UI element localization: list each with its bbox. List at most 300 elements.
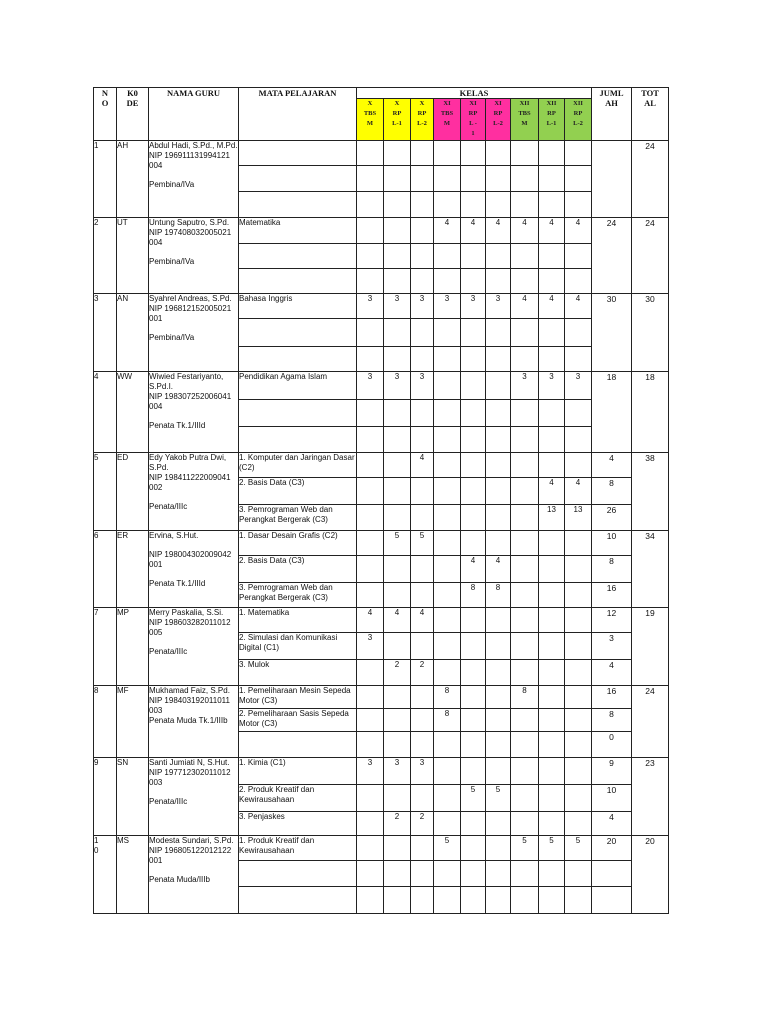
cell-teacher [149,531,239,608]
teacher-line: NIP 197712302011012 003 [149,768,231,787]
cell-hours-class-9 [565,192,592,218]
cell-hours-class-9 [565,269,592,294]
cell-hours-class-3 [411,556,434,583]
cell-subject [239,861,357,887]
cell-hours-class-3: 3 [411,294,434,319]
cell-hours-class-2 [384,244,411,269]
cell-no: 2 [94,218,117,294]
cell-hours-class-4: 8 [434,709,461,732]
cell-jumlah: 26 [592,505,632,531]
cell-no: 6 [94,531,117,608]
teacher-line: NIP 197408032005021 004 [149,228,232,247]
cell-subject [239,141,357,166]
cell-hours-class-8 [539,192,565,218]
cell-hours-class-7 [511,453,539,478]
cell-hours-class-2 [384,478,411,505]
cell-subject [239,244,357,269]
teacher-line-gap [149,493,238,502]
cell-hours-class-3 [411,166,434,192]
cell-hours-class-4 [434,427,461,453]
cell-hours-class-9 [565,556,592,583]
cell-subject: 1. Matematika [239,608,357,633]
cell-hours-class-4 [434,861,461,887]
header-no: N O [94,88,117,141]
cell-hours-class-5 [461,887,486,914]
header-row-1 [94,88,669,99]
cell-hours-class-1 [357,400,384,427]
cell-hours-class-8 [539,141,565,166]
cell-hours-class-2 [384,192,411,218]
table-body [94,141,669,914]
cell-subject [239,192,357,218]
cell-subject [239,269,357,294]
cell-hours-class-4 [434,141,461,166]
cell-hours-class-6 [486,319,511,347]
cell-hours-class-5: 4 [461,218,486,244]
cell-jumlah: 8 [592,556,632,583]
cell-hours-class-8 [539,887,565,914]
header-class-2: X RP L-1 [384,99,411,141]
cell-hours-class-1 [357,836,384,861]
cell-hours-class-1 [357,478,384,505]
cell-hours-class-3: 4 [411,453,434,478]
cell-hours-class-8: 4 [539,478,565,505]
cell-hours-class-8: 5 [539,836,565,861]
cell-hours-class-5 [461,732,486,758]
table-row [94,686,669,709]
teacher-line-gap [149,324,238,333]
cell-subject: 3. Mulok [239,660,357,686]
cell-subject [239,166,357,192]
cell-hours-class-5 [461,686,486,709]
cell-hours-class-9 [565,686,592,709]
teacher-line: Abdul Hadi, S.Pd., M.Pd. [149,141,238,150]
cell-total: 23 [632,758,669,836]
cell-hours-class-9 [565,141,592,166]
cell-subject: 2. Simulasi dan Komunikasi Digital (C1) [239,633,357,660]
cell-hours-class-1 [357,192,384,218]
cell-hours-class-8 [539,244,565,269]
cell-hours-class-8 [539,531,565,556]
cell-hours-class-7 [511,269,539,294]
cell-hours-class-5 [461,269,486,294]
cell-total: 38 [632,453,669,531]
teacher-line: Ervina, S.Hut. [149,531,199,540]
cell-hours-class-2: 3 [384,372,411,400]
cell-hours-class-8 [539,812,565,836]
table-header [94,88,669,141]
cell-hours-class-6 [486,758,511,785]
cell-hours-class-4 [434,556,461,583]
cell-hours-class-1 [357,505,384,531]
cell-hours-class-8: 13 [539,505,565,531]
cell-hours-class-4 [434,758,461,785]
cell-hours-class-7 [511,709,539,732]
teacher-line: NIP 198004302009042 001 [149,550,232,569]
cell-hours-class-6 [486,633,511,660]
cell-hours-class-3: 3 [411,372,434,400]
cell-teacher [149,453,239,531]
cell-hours-class-3 [411,478,434,505]
cell-jumlah: 9 [592,758,632,785]
cell-hours-class-1: 3 [357,294,384,319]
cell-subject: 1. Kimia (C1) [239,758,357,785]
cell-hours-class-9 [565,660,592,686]
teacher-line: Edy Yakob Putra Dwi, S.Pd. [149,453,227,472]
cell-hours-class-1 [357,861,384,887]
cell-jumlah [592,861,632,887]
cell-hours-class-7 [511,633,539,660]
cell-subject: 1. Komputer dan Jaringan Dasar (C2) [239,453,357,478]
cell-hours-class-2 [384,887,411,914]
cell-jumlah: 16 [592,686,632,709]
cell-hours-class-1 [357,686,384,709]
cell-hours-class-6 [486,732,511,758]
cell-hours-class-2: 4 [384,608,411,633]
cell-hours-class-9 [565,608,592,633]
cell-hours-class-3 [411,633,434,660]
cell-hours-class-2 [384,347,411,372]
cell-hours-class-4 [434,166,461,192]
cell-hours-class-7 [511,556,539,583]
cell-hours-class-7 [511,319,539,347]
cell-hours-class-5 [461,478,486,505]
cell-hours-class-7 [511,347,539,372]
cell-hours-class-2 [384,166,411,192]
cell-no: 1 0 [94,836,117,914]
cell-subject: 3. Pemrograman Web dan Perangkat Bergerak (C3) [239,505,357,531]
cell-hours-class-4 [434,478,461,505]
cell-hours-class-6 [486,686,511,709]
cell-subject: 3. Pemrograman Web dan Perangkat Bergerak (C3) [239,583,357,608]
cell-hours-class-2 [384,427,411,453]
cell-hours-class-8 [539,319,565,347]
cell-hours-class-4: 8 [434,686,461,709]
cell-total: 24 [632,141,669,218]
cell-jumlah: 4 [592,453,632,478]
cell-hours-class-5 [461,531,486,556]
teacher-line-gap [149,570,238,579]
cell-jumlah: 8 [592,709,632,732]
cell-hours-class-1: 3 [357,758,384,785]
cell-hours-class-3 [411,861,434,887]
cell-hours-class-7 [511,141,539,166]
cell-hours-class-8: 3 [539,372,565,400]
cell-hours-class-7 [511,732,539,758]
cell-hours-class-6 [486,400,511,427]
cell-kode: SN [117,758,149,836]
cell-hours-class-4 [434,583,461,608]
header-class-8: XII RP L-1 [539,99,565,141]
teacher-line: Penata/IIIc [149,502,188,511]
cell-hours-class-8 [539,400,565,427]
cell-subject: Matematika [239,218,357,244]
cell-hours-class-7 [511,427,539,453]
cell-hours-class-7 [511,861,539,887]
cell-hours-class-5 [461,166,486,192]
cell-hours-class-7 [511,608,539,633]
cell-hours-class-4 [434,269,461,294]
teacher-line-gap [149,248,238,257]
cell-jumlah: 24 [592,218,632,294]
cell-hours-class-5 [461,319,486,347]
cell-hours-class-1 [357,583,384,608]
cell-hours-class-3: 3 [411,758,434,785]
cell-hours-class-9: 4 [565,294,592,319]
cell-hours-class-8: 4 [539,218,565,244]
table-row [94,758,669,785]
cell-hours-class-1 [357,141,384,166]
header-class-5: XI RP L - 1 [461,99,486,141]
cell-hours-class-5 [461,812,486,836]
cell-hours-class-3: 2 [411,812,434,836]
cell-hours-class-4 [434,192,461,218]
cell-subject: Bahasa Inggris [239,294,357,319]
cell-hours-class-6 [486,453,511,478]
cell-teacher [149,372,239,453]
cell-total: 18 [632,372,669,453]
cell-subject [239,732,357,758]
cell-subject: 2. Basis Data (C3) [239,556,357,583]
cell-jumlah [592,141,632,218]
cell-hours-class-8 [539,732,565,758]
cell-hours-class-9: 13 [565,505,592,531]
cell-hours-class-1: 3 [357,372,384,400]
cell-jumlah: 20 [592,836,632,861]
cell-kode: WW [117,372,149,453]
cell-subject [239,347,357,372]
cell-hours-class-2 [384,505,411,531]
cell-no: 3 [94,294,117,372]
teacher-line: NIP 198307252006041 004 [149,392,232,411]
cell-hours-class-4 [434,732,461,758]
cell-hours-class-9 [565,887,592,914]
cell-hours-class-6 [486,887,511,914]
cell-hours-class-7 [511,166,539,192]
cell-total: 24 [632,218,669,294]
cell-hours-class-2 [384,836,411,861]
header-total: TOT AL [632,88,669,141]
cell-hours-class-7 [511,785,539,812]
cell-hours-class-3: 5 [411,531,434,556]
cell-hours-class-1 [357,218,384,244]
cell-hours-class-2 [384,269,411,294]
cell-subject: 1. Pemeliharaan Mesin Sepeda Motor (C3) [239,686,357,709]
cell-hours-class-7: 3 [511,372,539,400]
cell-hours-class-4: 3 [434,294,461,319]
cell-hours-class-5 [461,372,486,400]
cell-hours-class-2 [384,732,411,758]
cell-hours-class-4 [434,372,461,400]
cell-hours-class-1 [357,812,384,836]
cell-jumlah: 0 [592,732,632,758]
cell-hours-class-4 [434,453,461,478]
cell-hours-class-2 [384,583,411,608]
teacher-line: NIP 196911131994121 004 [149,151,230,170]
cell-teacher [149,686,239,758]
cell-hours-class-2: 3 [384,758,411,785]
cell-hours-class-3 [411,887,434,914]
cell-hours-class-5 [461,141,486,166]
teacher-line-gap [149,638,238,647]
cell-hours-class-4 [434,660,461,686]
cell-hours-class-5 [461,453,486,478]
cell-hours-class-8 [539,453,565,478]
cell-no: 8 [94,686,117,758]
cell-hours-class-4 [434,531,461,556]
header-class-6: XI RP L-2 [486,99,511,141]
table-row [94,141,669,166]
cell-hours-class-8 [539,785,565,812]
cell-hours-class-8: 4 [539,294,565,319]
teacher-line: Modesta Sundari, S.Pd. [149,836,234,845]
cell-hours-class-9 [565,347,592,372]
cell-hours-class-4 [434,608,461,633]
cell-hours-class-7 [511,887,539,914]
cell-jumlah: 12 [592,608,632,633]
cell-jumlah [592,887,632,914]
cell-hours-class-5 [461,192,486,218]
cell-hours-class-9 [565,453,592,478]
cell-hours-class-1 [357,531,384,556]
cell-hours-class-2 [384,141,411,166]
cell-total: 20 [632,836,669,914]
table-row [94,608,669,633]
teacher-line: Merry Paskalia, S.Si. [149,608,224,617]
cell-hours-class-9: 4 [565,478,592,505]
cell-hours-class-2 [384,686,411,709]
cell-subject: 1. Dasar Desain Grafis (C2) [239,531,357,556]
cell-hours-class-1 [357,347,384,372]
cell-jumlah: 16 [592,583,632,608]
cell-jumlah: 30 [592,294,632,372]
cell-hours-class-5 [461,400,486,427]
teacher-line: Untung Saputro, S.Pd. [149,218,230,227]
cell-hours-class-8 [539,861,565,887]
cell-kode: ED [117,453,149,531]
cell-hours-class-5 [461,758,486,785]
cell-hours-class-6 [486,269,511,294]
cell-hours-class-6 [486,505,511,531]
cell-hours-class-8 [539,347,565,372]
cell-hours-class-4 [434,812,461,836]
cell-hours-class-9 [565,531,592,556]
cell-hours-class-9 [565,244,592,269]
header-class-1: X TBS M [357,99,384,141]
cell-hours-class-4 [434,400,461,427]
cell-hours-class-9 [565,785,592,812]
cell-hours-class-1 [357,732,384,758]
cell-hours-class-2 [384,709,411,732]
cell-subject: 3. Penjaskes [239,812,357,836]
cell-hours-class-6 [486,244,511,269]
cell-subject: Pendidikan Agama Islam [239,372,357,400]
cell-hours-class-3 [411,141,434,166]
cell-kode: AH [117,141,149,218]
teacher-line: NIP 196812152005021 001 [149,304,232,323]
header-class-7: XII TBS M [511,99,539,141]
teacher-line-gap [149,541,238,550]
teacher-line: NIP 198603282011012 005 [149,618,231,637]
header-class-9: XII RP L-2 [565,99,592,141]
header-kode: K0 DE [117,88,149,141]
teacher-line: Penata Tk.1/IIId [149,421,206,430]
cell-hours-class-8 [539,608,565,633]
cell-hours-class-5 [461,608,486,633]
cell-hours-class-3 [411,347,434,372]
cell-hours-class-9 [565,758,592,785]
cell-hours-class-4 [434,244,461,269]
cell-hours-class-3 [411,427,434,453]
table-row [94,372,669,400]
cell-hours-class-5 [461,836,486,861]
cell-hours-class-8 [539,556,565,583]
cell-hours-class-9 [565,400,592,427]
cell-hours-class-2 [384,319,411,347]
cell-subject [239,427,357,453]
cell-hours-class-6: 8 [486,583,511,608]
cell-hours-class-2 [384,785,411,812]
cell-teacher [149,836,239,914]
cell-hours-class-6 [486,861,511,887]
cell-jumlah: 18 [592,372,632,453]
cell-hours-class-6 [486,478,511,505]
cell-hours-class-3 [411,192,434,218]
cell-hours-class-3 [411,505,434,531]
cell-subject: 1. Produk Kreatif dan Kewirausahaan [239,836,357,861]
cell-subject [239,400,357,427]
cell-hours-class-9 [565,319,592,347]
cell-jumlah: 3 [592,633,632,660]
cell-hours-class-2: 2 [384,660,411,686]
cell-hours-class-7 [511,583,539,608]
cell-teacher [149,141,239,218]
cell-hours-class-5 [461,633,486,660]
cell-hours-class-5 [461,660,486,686]
cell-subject: 2. Produk Kreatif dan Kewirausahaan [239,785,357,812]
header-kelas: KELAS [357,88,592,99]
cell-teacher [149,294,239,372]
cell-hours-class-9 [565,166,592,192]
cell-hours-class-9 [565,732,592,758]
cell-subject [239,319,357,347]
cell-kode: MF [117,686,149,758]
teacher-schedule-table [93,87,669,914]
cell-hours-class-1 [357,269,384,294]
cell-hours-class-4: 5 [434,836,461,861]
cell-hours-class-1 [357,887,384,914]
cell-hours-class-2 [384,861,411,887]
cell-jumlah: 8 [592,478,632,505]
cell-hours-class-3 [411,218,434,244]
cell-teacher [149,218,239,294]
cell-hours-class-1 [357,319,384,347]
cell-hours-class-7 [511,758,539,785]
cell-kode: UT [117,218,149,294]
cell-hours-class-1: 4 [357,608,384,633]
cell-subject: 2. Basis Data (C3) [239,478,357,505]
cell-hours-class-7: 4 [511,218,539,244]
teacher-line-gap [149,171,238,180]
cell-hours-class-6: 3 [486,294,511,319]
cell-total: 24 [632,686,669,758]
cell-jumlah: 10 [592,785,632,812]
cell-hours-class-2: 2 [384,812,411,836]
cell-hours-class-1 [357,556,384,583]
cell-hours-class-9 [565,861,592,887]
cell-hours-class-2 [384,218,411,244]
cell-hours-class-3 [411,709,434,732]
